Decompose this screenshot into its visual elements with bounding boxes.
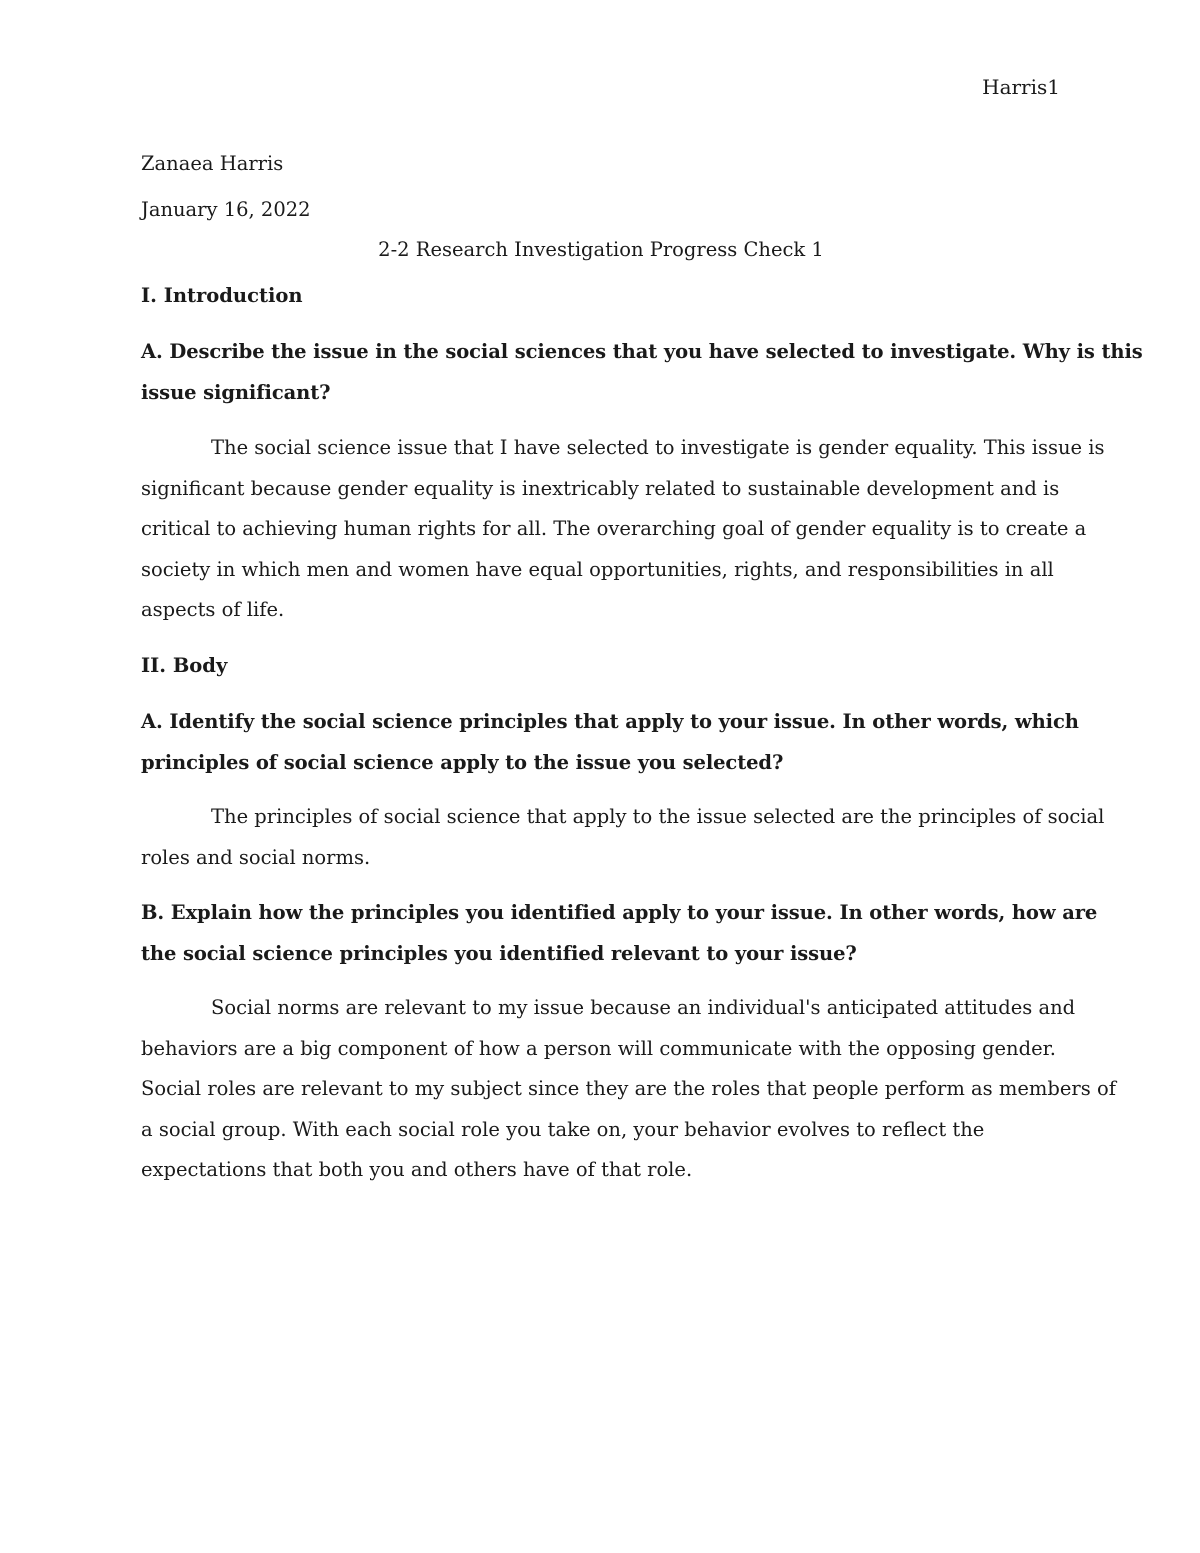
answer-a-body (141, 797, 1105, 878)
answer-b-body (141, 988, 1116, 1191)
answer-line: significant because gender equality is inextricably related to sustainable development and is (141, 476, 1060, 500)
section-heading-introduction: I. Introduction (141, 283, 303, 307)
question-a-introduction (141, 332, 1143, 413)
question-line: A. Identify the social science principles that apply to your issue. In other words, which (141, 710, 1079, 733)
author-name: Zanaea Harris (141, 152, 284, 175)
answer-line: expectations that both you and others have of that role. (141, 1158, 693, 1181)
answer-line: roles and social norms. (141, 845, 371, 869)
question-line: issue significant? (141, 380, 331, 404)
running-head: Harris1 (982, 75, 1060, 99)
document-title: 2-2 Research Investigation Progress Check 1 (378, 238, 824, 261)
question-line: principles of social science apply to the issue you selected? (141, 750, 784, 774)
answer-line: aspects of life. (141, 598, 285, 621)
answer-introduction (141, 428, 1105, 631)
answer-line: society in which men and women have equal opportunities, rights, and responsibilities in all (141, 557, 1054, 581)
question-line: B. Explain how the principles you identified apply to your issue. In other words, how are (141, 901, 1098, 924)
question-b-body (141, 893, 1098, 974)
answer-line: Social roles are relevant to my subject since they are the roles that people perform as members of (141, 1077, 1116, 1100)
answer-line: Social norms are relevant to my issue because an individual's anticipated attitudes and (211, 996, 1076, 1019)
answer-line: The social science issue that I have selected to investigate is gender equality. This issue is (211, 436, 1105, 459)
document-body (141, 144, 1143, 1191)
answer-line: a social group. With each social role you take on, your behavior evolves to reflect the (141, 1117, 985, 1141)
document-date: January 16, 2022 (141, 197, 311, 221)
section-heading-body: II. Body (141, 653, 228, 677)
answer-line: critical to achieving human rights for all. The overarching goal of gender equality is to create a (141, 517, 1087, 540)
answer-line: The principles of social science that apply to the issue selected are the principles of social (211, 805, 1105, 828)
answer-line: behaviors are a big component of how a person will communicate with the opposing gender. (141, 1036, 1057, 1060)
question-line: the social science principles you identified relevant to your issue? (141, 941, 857, 965)
question-a-body (141, 702, 1079, 783)
question-line: A. Describe the issue in the social sciences that you have selected to investigate. Why is this (141, 340, 1143, 363)
